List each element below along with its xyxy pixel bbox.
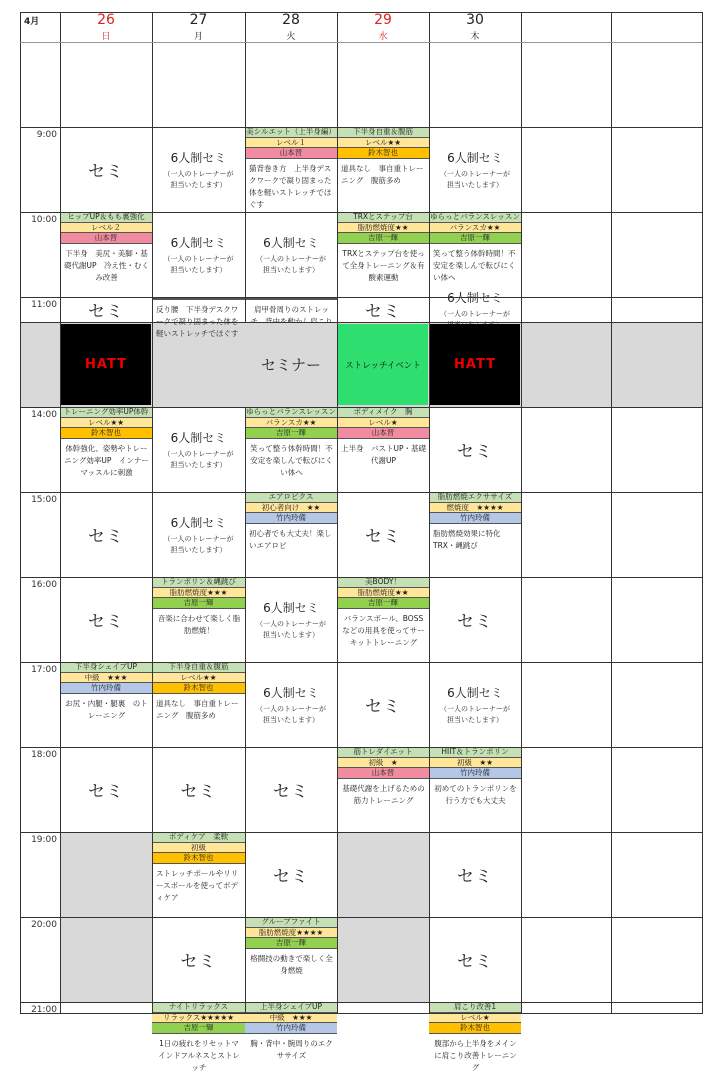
class-trainer: 竹内玲備 — [429, 513, 521, 524]
class-level: バランスカ★★ — [245, 418, 337, 429]
time-label: 21:00 — [31, 1005, 57, 1015]
class-trainer: 竹内玲備 — [60, 683, 152, 694]
grid-line — [20, 747, 702, 748]
six-person-sub: （一人のトレーナーが — [440, 309, 510, 318]
hatt-event-banner[interactable]: HATT — [61, 324, 151, 405]
class-description: 体幹強化、姿勢やトレーニング効率UP インナーマッスルに刺激 — [64, 443, 149, 477]
six-person-title: 6人制セミ — [447, 685, 503, 700]
six-person-title: 6人制セミ — [170, 235, 227, 250]
six-person-title: 6人制セミ — [263, 685, 319, 700]
day-date: 30 — [466, 12, 484, 28]
class-description: 音楽に合わせて楽しく脂肪燃焼！ — [157, 613, 241, 635]
empty-slot — [337, 917, 429, 1002]
six-person-sub: （一人のトレーナーが — [256, 619, 326, 628]
grid-line — [20, 127, 702, 128]
seminar-banner[interactable]: セミナー — [245, 322, 337, 407]
stretch-event-banner[interactable]: ストレッチイベント — [338, 324, 428, 405]
grid-line — [521, 12, 522, 1014]
class-level: レベル★★ — [60, 418, 152, 429]
grid-line — [245, 12, 246, 322]
day-weekday: 日 — [101, 31, 111, 42]
six-person-sub: 担当いたします） — [263, 715, 319, 724]
class-slot[interactable] — [152, 297, 245, 338]
grid-line — [20, 322, 702, 323]
grid-line — [152, 12, 153, 1014]
class-slot[interactable] — [337, 577, 429, 662]
six-person-sub: 担当いたします） — [170, 265, 227, 274]
six-person-title: 6人制セミ — [170, 430, 227, 445]
grid-line — [702, 12, 703, 1014]
class-trainer: 吉原一輝 — [337, 233, 429, 244]
grid-line — [20, 1002, 702, 1003]
six-person-title: 6人制セミ — [447, 290, 503, 305]
six-person-semi-session[interactable] — [152, 407, 245, 492]
semi-session[interactable]: セミ — [88, 612, 124, 632]
class-trainer: 鈴木智也 — [60, 428, 152, 439]
class-slot[interactable] — [337, 127, 429, 212]
grid-line — [20, 492, 702, 493]
six-person-sub: 担当いたします） — [263, 630, 319, 639]
grid-line — [60, 12, 61, 1014]
grid-line — [20, 12, 21, 1014]
semi-session[interactable]: セミ — [180, 782, 217, 802]
class-slot[interactable] — [245, 297, 337, 322]
class-trainer: 鈴木智也 — [429, 1023, 521, 1034]
six-person-sub: 担当いたします） — [170, 460, 227, 469]
class-description: お尻・内腿・腿裏 のトレーニング — [65, 698, 148, 720]
class-level: レベル★ — [337, 418, 429, 429]
six-person-sub: （一人のトレーナーが — [163, 254, 234, 263]
six-person-sub: （一人のトレーナーが — [256, 704, 326, 713]
grid-line — [429, 12, 430, 1014]
class-title: ヒップUP＆もも裏強化 — [60, 212, 152, 223]
class-description: 初心者でも大丈夫！楽しいエアロビ — [249, 528, 332, 550]
semi-session[interactable]: セミ — [365, 697, 401, 717]
six-person-title: 6人制セミ — [447, 150, 503, 165]
class-level: レベル★★ — [337, 138, 429, 149]
class-title: ボディメイク 胸 — [337, 407, 429, 418]
class-level: 初級 — [152, 843, 245, 854]
semi-session[interactable]: セミ — [273, 867, 309, 887]
hatt-event-banner[interactable]: HATT — [430, 324, 520, 405]
six-person-semi-session[interactable] — [245, 662, 337, 747]
class-slot[interactable] — [337, 407, 429, 492]
time-label: 16:00 — [31, 580, 57, 590]
empty-slot — [60, 917, 152, 1002]
six-person-semi-session[interactable] — [152, 127, 245, 212]
time-label: 19:00 — [31, 835, 57, 845]
semi-session[interactable]: セミ — [457, 442, 493, 462]
class-slot[interactable] — [429, 212, 521, 297]
class-title: ゆらっとバランスレッスン — [430, 212, 520, 221]
class-description: 猫背巻き方 上半身デスクワークで凝り固まった体を軽いストレッチでほぐす — [249, 163, 332, 209]
class-description: 下半身 美尻・美脚・基礎代謝UP 冷え性・むくみ改善 — [64, 248, 150, 282]
day-weekday: 木 — [470, 31, 480, 42]
time-label: 14:00 — [31, 410, 57, 420]
class-description: 上半身 バストUP・基礎代謝UP — [341, 443, 427, 465]
semi-session[interactable]: セミ — [88, 782, 124, 802]
class-slot[interactable] — [152, 832, 245, 917]
day-weekday: 月 — [193, 31, 203, 42]
class-level: 初級 ★ — [337, 758, 429, 769]
class-description: 胸・背中・腕周りのエクササイズ — [250, 1038, 333, 1060]
class-title: 下半身自重＆腹筋 — [337, 127, 429, 138]
class-slot[interactable] — [245, 127, 337, 212]
day-date: 29 — [374, 12, 392, 28]
grid-line — [20, 297, 702, 298]
semi-session[interactable]: セミ — [88, 302, 124, 322]
grid-line — [20, 917, 702, 918]
schedule-sheet — [20, 12, 702, 1072]
class-level: レベル１ — [245, 138, 337, 149]
class-level: レベル★ — [429, 1013, 521, 1024]
class-description: 脂肪燃焼効果に特化TRX・縄跳び — [433, 528, 501, 550]
six-person-title: 6人制セミ — [170, 515, 227, 530]
class-description: 1日の疲れをリセットマインドフルネスとストレッチ — [158, 1038, 240, 1072]
class-slot[interactable] — [152, 577, 245, 662]
semi-session[interactable]: セミ — [457, 612, 493, 632]
semi-session[interactable]: セミ — [457, 952, 493, 972]
class-trainer: 山本晋 — [337, 768, 429, 779]
time-label: 15:00 — [31, 495, 57, 505]
class-trainer: 竹内玲備 — [245, 1023, 337, 1034]
six-person-semi-session[interactable] — [429, 127, 521, 212]
semi-session[interactable]: セミ — [180, 952, 217, 972]
class-title: 上半身シェイプUP — [245, 1002, 337, 1013]
grid-line — [20, 577, 702, 578]
class-title: グループファイト — [245, 917, 337, 928]
class-slot[interactable] — [60, 662, 152, 747]
grid-line — [20, 12, 702, 13]
class-trainer: 吉原一輝 — [245, 938, 337, 949]
class-level: レベル★★ — [152, 673, 245, 684]
class-slot[interactable] — [429, 747, 521, 832]
class-level: 脂肪燃焼度★★★★ — [245, 928, 337, 939]
six-person-semi-session[interactable] — [429, 662, 521, 747]
semi-session[interactable]: セミ — [365, 527, 401, 547]
six-person-semi-session[interactable] — [429, 290, 521, 322]
semi-session[interactable]: セミ — [88, 527, 124, 547]
class-title: エアロビクス — [245, 492, 337, 503]
class-title: 下半身シェイプUP — [60, 662, 152, 673]
semi-session[interactable]: セミ — [273, 782, 309, 802]
class-level: 脂肪燃焼度★★★ — [152, 588, 245, 599]
class-slot[interactable] — [245, 492, 337, 577]
class-level: リラックス★★★★★ — [152, 1013, 245, 1024]
six-person-semi-session[interactable] — [152, 212, 245, 297]
class-title: 下半身自重＆腹筋 — [152, 662, 245, 673]
six-person-sub: 担当いたします） — [170, 545, 227, 554]
semi-session[interactable]: セミ — [88, 162, 124, 182]
day-weekday: 火 — [286, 31, 296, 42]
class-level: 燃焼度 ★★★★ — [429, 503, 521, 514]
class-description: 格闘技の動きで楽しく全身燃焼 — [250, 953, 333, 975]
day-date: 27 — [189, 12, 208, 28]
class-trainer: 竹内玲備 — [245, 513, 337, 524]
six-person-sub: （一人のトレーナーが — [163, 449, 234, 458]
day-weekday: 水 — [378, 31, 388, 42]
class-title: ボディケア 柔軟 — [152, 832, 245, 843]
class-trainer: 山本晋 — [245, 148, 337, 159]
time-label: 11:00 — [31, 300, 57, 310]
six-person-title: 6人制セミ — [263, 235, 319, 250]
six-person-sub: （一人のトレーナーが — [163, 534, 234, 543]
class-trainer: 山本晋 — [60, 233, 152, 244]
class-trainer: 吉原一輝 — [337, 598, 429, 609]
class-slot[interactable] — [429, 492, 521, 577]
grid-line — [20, 662, 702, 663]
class-description: 基礎代謝を上げるための筋力トレーニング — [342, 783, 425, 805]
grid-line — [20, 832, 702, 833]
grid-line — [20, 407, 702, 408]
class-level: 脂肪燃焼度★★ — [337, 223, 429, 234]
time-label: 18:00 — [31, 750, 57, 760]
six-person-sub: 担当いたします） — [447, 180, 503, 189]
six-person-sub: 担当いたします） — [447, 715, 503, 724]
six-person-sub: （一人のトレーナーが — [256, 254, 326, 263]
class-trainer: 吉原一輝 — [152, 598, 245, 609]
class-description: 笑って整う体幹時間！不安定を楽しんで転びにくい体へ — [250, 443, 333, 477]
grid-line — [337, 12, 338, 1014]
class-title: ナイトリラックス — [152, 1002, 245, 1013]
class-title: トレーニング効率UP体幹 — [60, 407, 152, 418]
six-person-semi-session[interactable] — [245, 212, 337, 297]
class-level: 中級 ★★★ — [60, 673, 152, 684]
class-title: 美BODY！ — [337, 577, 429, 588]
class-level: レベル２ — [60, 223, 152, 234]
class-title: 美シルエット（上半身編） — [246, 127, 336, 136]
class-trainer: 山本晋 — [337, 428, 429, 439]
class-description: 道具なし 事自重トレーニング 腹筋多め — [341, 163, 424, 185]
time-label: 9:00 — [36, 130, 57, 140]
class-slot[interactable] — [245, 917, 337, 1002]
class-slot[interactable] — [60, 212, 152, 297]
grid-line — [20, 42, 702, 43]
grid-line — [611, 12, 612, 1014]
class-description: バランスボール、BOSSなどの用具を使ってサーキットトレーニング — [342, 613, 425, 647]
empty-slot — [337, 832, 429, 917]
class-description: 肩甲骨周りのストレッ — [254, 305, 329, 314]
month-label: 4月 — [24, 17, 40, 27]
six-person-sub: （一人のトレーナーが — [163, 169, 234, 178]
class-description: 道具なし 事自重トレーニング 腹筋多め — [156, 698, 239, 720]
class-trainer: 竹内玲備 — [429, 768, 521, 779]
six-person-semi-session[interactable] — [152, 492, 245, 577]
class-slot[interactable] — [245, 1002, 337, 1062]
time-label: 20:00 — [31, 920, 57, 930]
class-description: 腹部から上半身をメインに肩こり改善トレーニング — [434, 1038, 517, 1072]
class-slot[interactable] — [60, 407, 152, 492]
class-trainer: 鈴木智也 — [337, 148, 429, 159]
class-level: 脂肪燃焼度★★ — [337, 588, 429, 599]
class-level: 中級 ★★★ — [245, 1013, 337, 1024]
class-slot[interactable] — [337, 212, 429, 297]
class-trainer: 吉原一輝 — [245, 428, 337, 439]
time-label: 17:00 — [31, 665, 57, 675]
class-description: 反り腰 下半身デスクワークで凝り固まった体を軽いストレッチでほぐす — [156, 305, 239, 338]
class-description: 初めてのトランポリンを行う方でも大丈夫 — [434, 783, 517, 805]
class-title: トランポリン＆縄跳び — [152, 577, 245, 588]
class-title: 脂肪燃焼エクササイズ — [429, 492, 521, 503]
six-person-sub: 担当いたします） — [263, 265, 319, 274]
grid-line — [245, 407, 246, 1014]
class-title: HIIT＆トランポリン — [429, 747, 521, 758]
semi-session[interactable]: セミ — [457, 867, 493, 887]
class-level: 初心者向け ★★ — [245, 503, 337, 514]
six-person-semi-session[interactable] — [245, 577, 337, 662]
time-label: 10:00 — [31, 215, 57, 225]
class-trainer: 鈴木智也 — [152, 683, 245, 694]
class-title: 筋トレダイエット — [337, 747, 429, 758]
class-slot[interactable] — [152, 662, 245, 747]
class-slot[interactable] — [337, 747, 429, 832]
six-person-sub: （一人のトレーナーが — [440, 169, 510, 178]
grid-line — [20, 212, 702, 213]
day-date: 28 — [282, 12, 300, 28]
six-person-title: 6人制セミ — [263, 600, 319, 615]
class-title: 肩こり改善1 — [429, 1002, 521, 1013]
class-description: ストレッチポールやリリースボールを使ってボディケア — [156, 868, 239, 902]
semi-session[interactable]: セミ — [365, 302, 401, 322]
class-title: ゆらっとバランスレッスン — [246, 407, 336, 416]
class-level: バランスカ★★ — [429, 223, 521, 234]
class-level: 初級 ★★ — [429, 758, 521, 769]
class-trainer: 鈴木智也 — [152, 853, 245, 864]
six-person-title: 6人制セミ — [170, 150, 227, 165]
class-trainer: 吉原一輝 — [152, 1023, 245, 1034]
six-person-sub: 担当いたします） — [170, 180, 227, 189]
grid-line — [20, 1013, 702, 1014]
class-title: TRXとステップ台 — [337, 212, 429, 223]
class-description: 笑って整う体幹時間！不安定を楽しんで転びにくい体へ — [433, 248, 516, 282]
class-trainer: 吉原一輝 — [429, 233, 521, 244]
empty-slot — [60, 832, 152, 917]
class-description: TRXとステップ台を使って全身トレーニング＆有酸素運動 — [342, 248, 425, 282]
six-person-sub: （一人のトレーナーが — [440, 704, 510, 713]
class-slot[interactable] — [245, 407, 337, 492]
day-date: 26 — [97, 12, 115, 28]
